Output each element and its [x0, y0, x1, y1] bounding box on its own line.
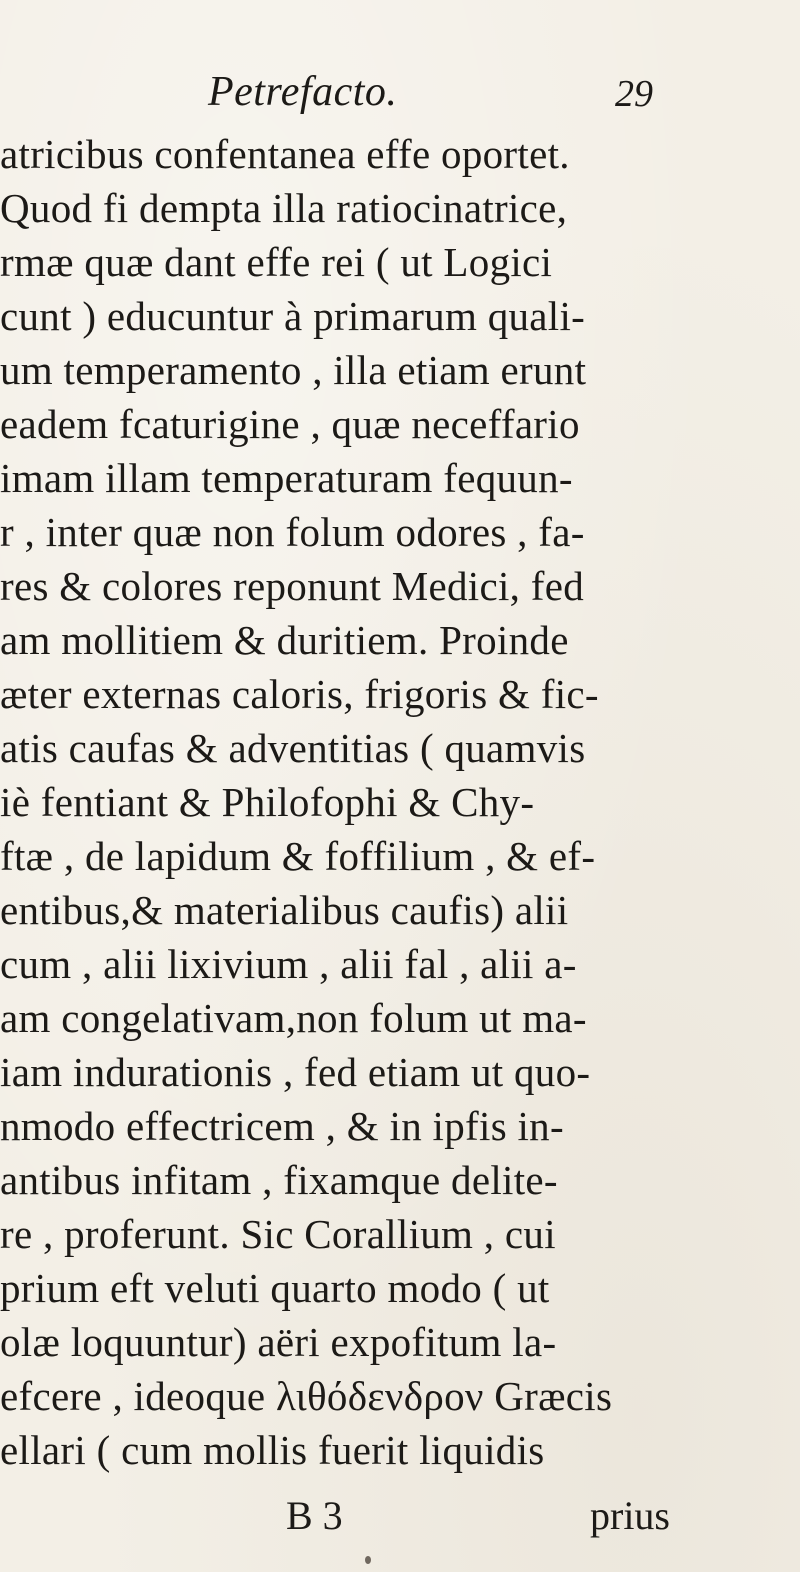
- text-line: atricibus confentanea effe oportet.: [0, 131, 570, 177]
- text-line: um temperamento , illa etiam erunt: [0, 347, 587, 393]
- text-line: atis caufas & adventitias ( quamvis: [0, 725, 586, 771]
- text-line: imam illam temperaturam fequun-: [0, 455, 573, 501]
- text-line: rmæ quæ dant effe rei ( ut Logici: [0, 239, 553, 285]
- text-line: r , inter quæ non folum odores , fa-: [0, 509, 585, 555]
- text-line: cunt ) educuntur à primarum quali-: [0, 293, 586, 339]
- text-line: ellari ( cum mollis fuerit liquidis: [0, 1427, 545, 1473]
- signature-mark: B 3: [286, 1493, 343, 1538]
- text-line: iam indurationis , fed etiam ut quo-: [0, 1049, 591, 1095]
- running-head: Petrefaсtо.: [208, 69, 398, 115]
- text-line: am mollitiem & duritiem. Proinde: [0, 617, 569, 663]
- text-line: efcere , ideoque λιθόδενδρον Græcis: [0, 1373, 613, 1419]
- page-footer: [0, 1486, 800, 1546]
- text-line: olæ loquuntur) aëri expofitum la-: [0, 1319, 557, 1365]
- page-header: [0, 60, 800, 120]
- text-line: prium eft veluti quarto modo ( ut: [0, 1265, 550, 1311]
- text-line: iè fentiant & Philofophi & Chy-: [0, 779, 535, 825]
- catchword: prius: [590, 1493, 670, 1538]
- text-line: entibus,& materialibus caufis) alii: [0, 887, 569, 933]
- text-line: nmodo effectricem , & in ipfis in-: [0, 1103, 564, 1149]
- text-line: eadem fcaturigine , quæ neceffario: [0, 401, 580, 447]
- text-line: cum , alii lixivium , alii fal , alii a-: [0, 941, 577, 987]
- text-line: am congelativam,non folum ut ma-: [0, 995, 587, 1041]
- page-number: 29: [615, 73, 653, 115]
- text-line: antibus infitam , fixamque delite-: [0, 1157, 558, 1203]
- text-line: re , proferunt. Sic Corallium , cui: [0, 1211, 556, 1257]
- text-line: æter externas caloris, frigoris & fic-: [0, 671, 599, 717]
- text-line: Quod fi dempta illa ratiocinatrice,: [0, 185, 568, 231]
- ink-speck: [365, 1556, 371, 1564]
- text-line: res & colores reponunt Medici, fed: [0, 563, 585, 609]
- text-line: ftæ , de lapidum & foffilium , & ef-: [0, 833, 596, 879]
